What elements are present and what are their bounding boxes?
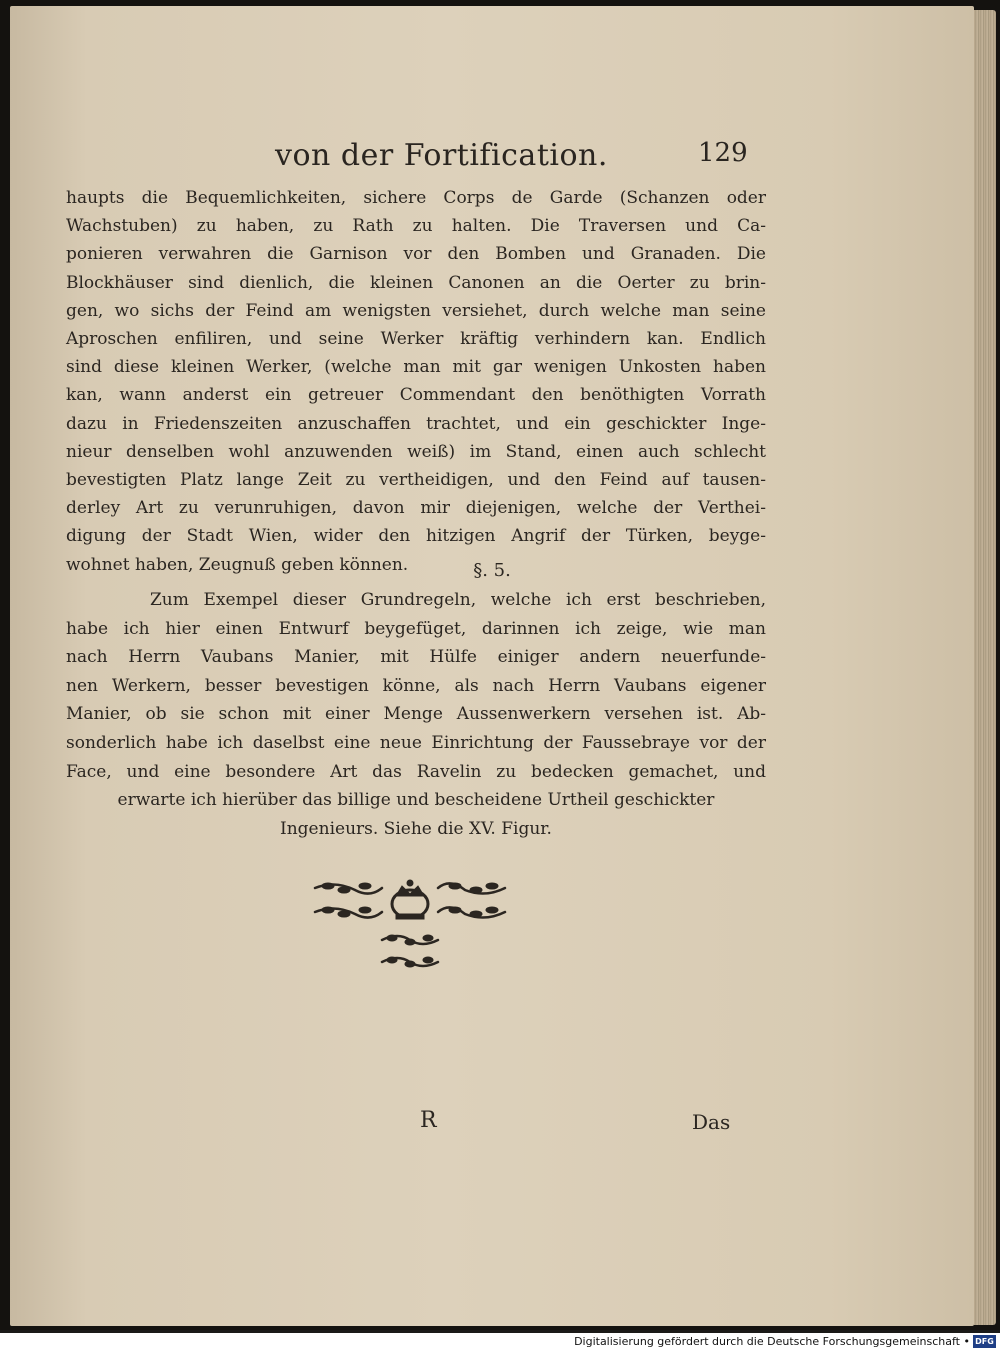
text-line: dazu in Friedenszeiten anzuschaffen trachtet, und ein geschickter Inge-	[66, 413, 766, 434]
text-line: ponieren verwahren die Garnison vor den Bomben und Granaden. Die	[66, 244, 766, 265]
text-line: Aproschen enfiliren, und seine Werker kräftig verhindern kan. Endlich	[66, 329, 766, 350]
footer-credit-wrapper	[574, 1335, 970, 1348]
crown-and-vine-ornament-icon	[310, 874, 510, 974]
text-line: Wachstuben) zu haben, zu Rath zu halten. Die Traversen und Ca-	[66, 216, 766, 237]
text-line: sonderlich habe ich daselbst eine neue Einrichtung der Faussebraye vor der	[66, 732, 766, 753]
page-number: 129	[698, 138, 748, 168]
digitization-footer	[0, 1333, 1000, 1351]
body-paragraph	[66, 184, 766, 579]
text-line: derley Art zu verunruhigen, davon mir diejenigen, welche der Verthei-	[66, 498, 766, 519]
footer-separator: •	[963, 1335, 970, 1348]
crown-icon	[392, 880, 428, 919]
text-line: haupts die Bequemlichkeiten, sichere Corps de Garde (Schanzen oder	[66, 188, 766, 208]
text-line: bevestigten Platz lange Zeit zu vertheidigen, und den Feind auf tausen-	[66, 470, 766, 491]
text-line: Manier, ob sie schon mit einer Menge Aussenwerkern versehen ist. Ab-	[66, 704, 766, 725]
text-line: nieur denselben wohl anzuwenden weiß) im Stand, einen auch schlecht	[66, 441, 766, 462]
text-line: digung der Stadt Wien, wider den hitzigen Angrif der Türken, beyge-	[66, 526, 766, 547]
vine-right-icon	[438, 883, 505, 918]
book-page	[10, 6, 974, 1326]
section-paragraph	[66, 586, 766, 843]
text-line: Face, und eine besondere Art das Ravelin zu bedecken gemachet, und	[66, 761, 766, 782]
text-line: nach Herrn Vaubans Manier, mit Hülfe einiger andern neuerfunde-	[66, 647, 766, 668]
text-line: habe ich hier einen Entwurf beygefüget, darinnen ich zeige, wie man	[66, 618, 766, 639]
text-line: Ingenieurs. Siehe die XV. Figur.	[280, 818, 552, 839]
text-line: Blockhäuser sind dienlich, die kleinen Canonen an die Oerter zu brin-	[66, 272, 766, 293]
dfg-logo-icon: DFG	[973, 1335, 996, 1348]
catchword: Das	[692, 1110, 731, 1134]
text-line: nen Werkern, besser bevestigen könne, als nach Herrn Vaubans eigener	[66, 675, 766, 696]
page-edges	[974, 10, 996, 1325]
text-line: erwarte ich hierüber das billige und bescheidene Urtheil geschickter	[117, 790, 715, 811]
text-line: gen, wo sichs der Feind am wenigsten versiehet, durch welche man seine	[66, 300, 766, 321]
signature-mark: R	[420, 1108, 437, 1133]
page-header	[10, 138, 974, 178]
running-title: von der Fortification.	[275, 138, 608, 173]
section-heading: §. 5.	[473, 560, 511, 581]
text-line: wohnet haben, Zeugnuß geben können.	[66, 554, 409, 575]
vine-left-icon	[315, 883, 382, 918]
text-line: Zum Exempel dieser Grundregeln, welche ich erst beschrieben,	[150, 590, 766, 610]
footer-credit: Digitalisierung gefördert durch die Deutsche Forschungsgemeinschaft	[574, 1335, 960, 1348]
text-line: kan, wann anderst ein getreuer Commendant den benöthigten Vorrath	[66, 385, 766, 406]
vine-bottom-icon	[382, 935, 438, 967]
text-line: sind diese kleinen Werker, (welche man mit gar wenigen Unkosten haben	[66, 357, 766, 378]
